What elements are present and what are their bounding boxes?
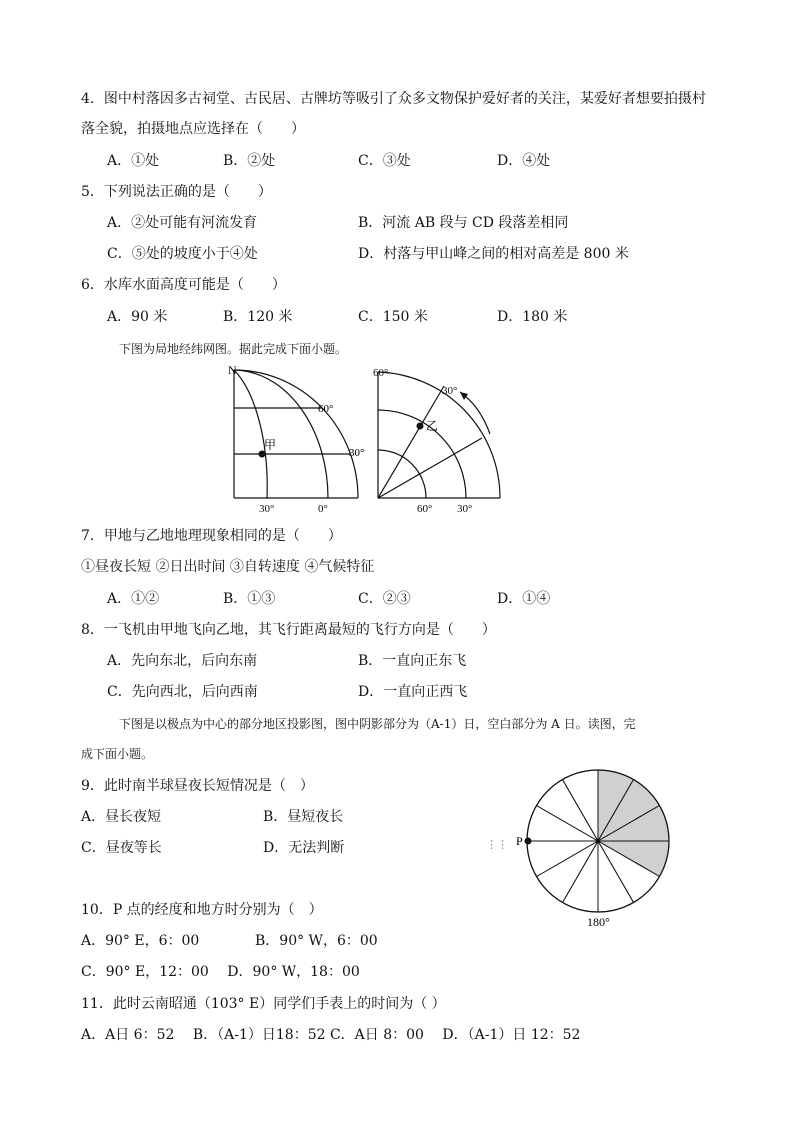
q5-option-b: B．河流 AB 段与 CD 段落差相同 (358, 215, 569, 231)
label-lat30: 30° (349, 447, 365, 459)
q11-stem: 11．此时云南昭通（103° E）同学们手表上的时间为（ ） (81, 996, 446, 1012)
q7-choices: ①昼夜长短 ②日出时间 ③自转速度 ④气候特征 (81, 559, 375, 575)
q5-option-d: D．村落与甲山峰之间的相对高差是 800 米 (358, 246, 629, 262)
q7-option-c: C．②③ (358, 591, 411, 607)
q4-option-a: A．①处 (107, 153, 160, 169)
q7-stem: 7．甲地与乙地地理现象相同的是（ ） (81, 528, 342, 544)
q9-stem: 9．此时南半球昼夜长短情况是（ ） (81, 778, 314, 794)
label-lat60: 60° (318, 403, 334, 415)
q5-stem: 5．下列说法正确的是（ ） (81, 184, 272, 200)
q4-option-d: D．④处 (497, 153, 551, 169)
q6-option-d: D．180 米 (497, 309, 568, 325)
intro-graticule: 下图为局地经纬网图。据此完成下面小题。 (119, 342, 348, 356)
q4-stem-line1: 4．图中村落因多古祠堂、古民居、古牌坊等吸引了众多文物保护爱好者的关注，某爱好者想要拍摄村 (81, 91, 706, 107)
q10-option-b: B．90° W，6：00 (255, 933, 378, 949)
label-p: P (516, 834, 523, 848)
q9-option-d: D．无法判断 (263, 840, 345, 856)
q11-options: A．A日 6：52 B．（A-1）日18：52 C．A日 8：00 D．（A-1）日 12：52 (81, 1027, 581, 1043)
q8-option-c: C．先向西北，后向西南 (107, 684, 258, 700)
q10-stem: 10．P 点的经度和地方时分别为（ ） (81, 902, 323, 918)
graticule-figure-right (370, 362, 510, 502)
label-yi: 乙 (426, 419, 439, 433)
q6-option-a: A．90 米 (107, 309, 168, 325)
q6-stem: 6．水库水面高度可能是（ ） (81, 277, 286, 293)
polar-day-figure (510, 768, 680, 933)
q8-option-d: D．一直向正西飞 (358, 684, 468, 700)
label-ring30: 30° (457, 503, 473, 515)
q10-option-a: A．90° E，6：00 (81, 933, 200, 949)
label-lon30: 30° (259, 503, 275, 515)
q5-option-a: A．②处可能有河流发育 (107, 215, 258, 231)
q7-option-d: D．①④ (497, 591, 551, 607)
label-jia: 甲 (264, 438, 277, 452)
label-lon180: 180° (587, 915, 610, 929)
q4-stem-line2: 落全貌，拍摄地点应选择在（ ） (81, 121, 305, 137)
q10-option-cd: C．90° E，12：00 D．90° W，18：00 (81, 964, 360, 980)
q7-option-a: A．①② (107, 591, 160, 607)
drag-handle-icon: ⋮⋮ (486, 838, 508, 851)
graticule-figure-left (222, 362, 365, 502)
q5-option-c: C．⑤处的坡度小于④处 (107, 246, 258, 262)
label-lon30-right: 30° (442, 385, 458, 397)
q9-option-b: B．昼短夜长 (263, 809, 344, 825)
q4-option-c: C．③处 (358, 153, 411, 169)
q6-option-c: C．150 米 (358, 309, 428, 325)
label-ring60: 60° (417, 503, 433, 515)
q8-option-b: B．一直向正东飞 (358, 653, 467, 669)
q4-option-b: B．②处 (223, 153, 276, 169)
intro-polar-line2: 成下面小题。 (81, 747, 154, 761)
q8-stem: 8．一飞机由甲地飞向乙地，其飞行距离最短的飞行方向是（ ） (81, 622, 496, 638)
q6-option-b: B．120 米 (223, 309, 293, 325)
label-lon0: 0° (318, 503, 328, 515)
q8-option-a: A．先向东北，后向东南 (107, 653, 258, 669)
intro-polar-line1: 下图是以极点为中心的部分地区投影图，图中阴影部分为（A-1）日，空白部分为 A 日。读图，完 (119, 717, 636, 731)
label-north: N (228, 363, 237, 377)
q7-option-b: B．①③ (223, 591, 276, 607)
q9-option-a: A．昼长夜短 (81, 809, 162, 825)
q9-option-c: C．昼夜等长 (81, 840, 162, 856)
label-lat60-right: 60° (373, 367, 389, 379)
